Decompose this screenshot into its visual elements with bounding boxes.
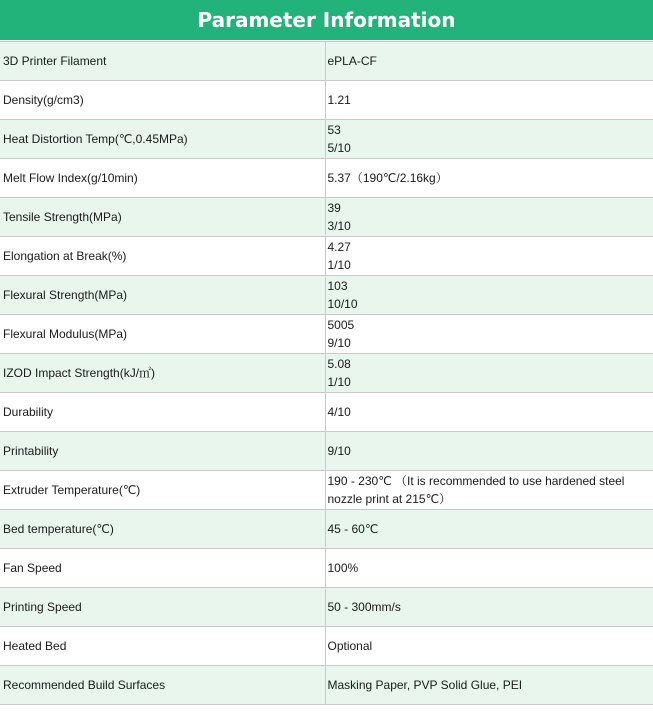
parameter-label: Printing Speed <box>0 588 325 627</box>
parameter-value-line: 5/10 <box>327 141 351 155</box>
parameter-value-line: 45 - 60℃ <box>327 522 379 536</box>
parameter-value <box>325 237 653 276</box>
table-row <box>0 510 653 549</box>
parameter-value <box>325 627 653 666</box>
parameter-value <box>325 315 653 354</box>
table-row <box>0 432 653 471</box>
parameter-value <box>325 666 653 705</box>
parameter-table <box>0 41 653 705</box>
parameter-label: Printability <box>0 432 325 471</box>
parameter-label: Density(g/cm3) <box>0 81 325 120</box>
table-title: Parameter Information <box>0 0 653 41</box>
parameter-label: Flexural Strength(MPa) <box>0 276 325 315</box>
table-row <box>0 237 653 276</box>
parameter-value-line: 4/10 <box>327 405 351 419</box>
parameter-value-line: 100% <box>327 561 359 575</box>
table-row <box>0 81 653 120</box>
table-row <box>0 42 653 81</box>
parameter-value-line: 39 <box>327 201 341 215</box>
parameter-value-line: ePLA-CF <box>327 54 377 68</box>
table-row <box>0 276 653 315</box>
parameter-label: Tensile Strength(MPa) <box>0 198 325 237</box>
parameter-value-line: 190 - 230℃ （It is recommended to use hardened steel nozzle print at 215℃） <box>327 474 625 506</box>
parameter-value <box>325 471 653 510</box>
table-row <box>0 120 653 159</box>
parameter-value-line: 4.27 <box>327 240 351 254</box>
table-row <box>0 159 653 198</box>
parameter-label: Flexural Modulus(MPa) <box>0 315 325 354</box>
parameter-label: Fan Speed <box>0 549 325 588</box>
parameter-value <box>325 354 653 393</box>
parameter-value-line: 9/10 <box>327 336 351 350</box>
parameter-value-line: Optional <box>327 639 373 653</box>
parameter-value-line: Masking Paper, PVP Solid Glue, PEI <box>327 678 523 692</box>
parameter-value <box>325 432 653 471</box>
parameter-value-line: 5005 <box>327 318 355 332</box>
parameter-label: Durability <box>0 393 325 432</box>
parameter-label: Recommended Build Surfaces <box>0 666 325 705</box>
table-row <box>0 588 653 627</box>
parameter-label: Heat Distortion Temp(℃,0.45MPa) <box>0 120 325 159</box>
table-row <box>0 354 653 393</box>
parameter-value-line: 5.37（190℃/2.16kg） <box>327 171 448 185</box>
parameter-label: Melt Flow Index(g/10min) <box>0 159 325 198</box>
parameter-value-line: 50 - 300mm/s <box>327 600 401 614</box>
parameter-table-body <box>0 42 653 705</box>
parameter-value <box>325 588 653 627</box>
parameter-value-line: 53 <box>327 123 341 137</box>
table-row <box>0 666 653 705</box>
parameter-value <box>325 276 653 315</box>
parameter-label: Extruder Temperature(℃) <box>0 471 325 510</box>
parameter-value <box>325 120 653 159</box>
parameter-value-line: 10/10 <box>327 297 358 311</box>
table-row <box>0 549 653 588</box>
parameter-value-line: 1.21 <box>327 93 351 107</box>
parameter-value-line: 1/10 <box>327 258 351 272</box>
parameter-label: Heated Bed <box>0 627 325 666</box>
parameter-value <box>325 81 653 120</box>
parameter-value <box>325 159 653 198</box>
parameter-value-line: 103 <box>327 279 348 293</box>
parameter-label: IZOD Impact Strength(kJ/㎡) <box>0 354 325 393</box>
parameter-value-line: 9/10 <box>327 444 351 458</box>
table-row <box>0 471 653 510</box>
parameter-value <box>325 549 653 588</box>
parameter-value <box>325 510 653 549</box>
parameter-value-line: 1/10 <box>327 375 351 389</box>
parameter-label: 3D Printer Filament <box>0 42 325 81</box>
parameter-value <box>325 198 653 237</box>
table-row <box>0 393 653 432</box>
parameter-label: Bed temperature(℃) <box>0 510 325 549</box>
parameter-value-line: 5.08 <box>327 357 351 371</box>
parameter-label: Elongation at Break(%) <box>0 237 325 276</box>
table-row <box>0 315 653 354</box>
parameter-value-line: 3/10 <box>327 219 351 233</box>
table-row <box>0 627 653 666</box>
table-row <box>0 198 653 237</box>
parameter-value <box>325 42 653 81</box>
parameter-value <box>325 393 653 432</box>
